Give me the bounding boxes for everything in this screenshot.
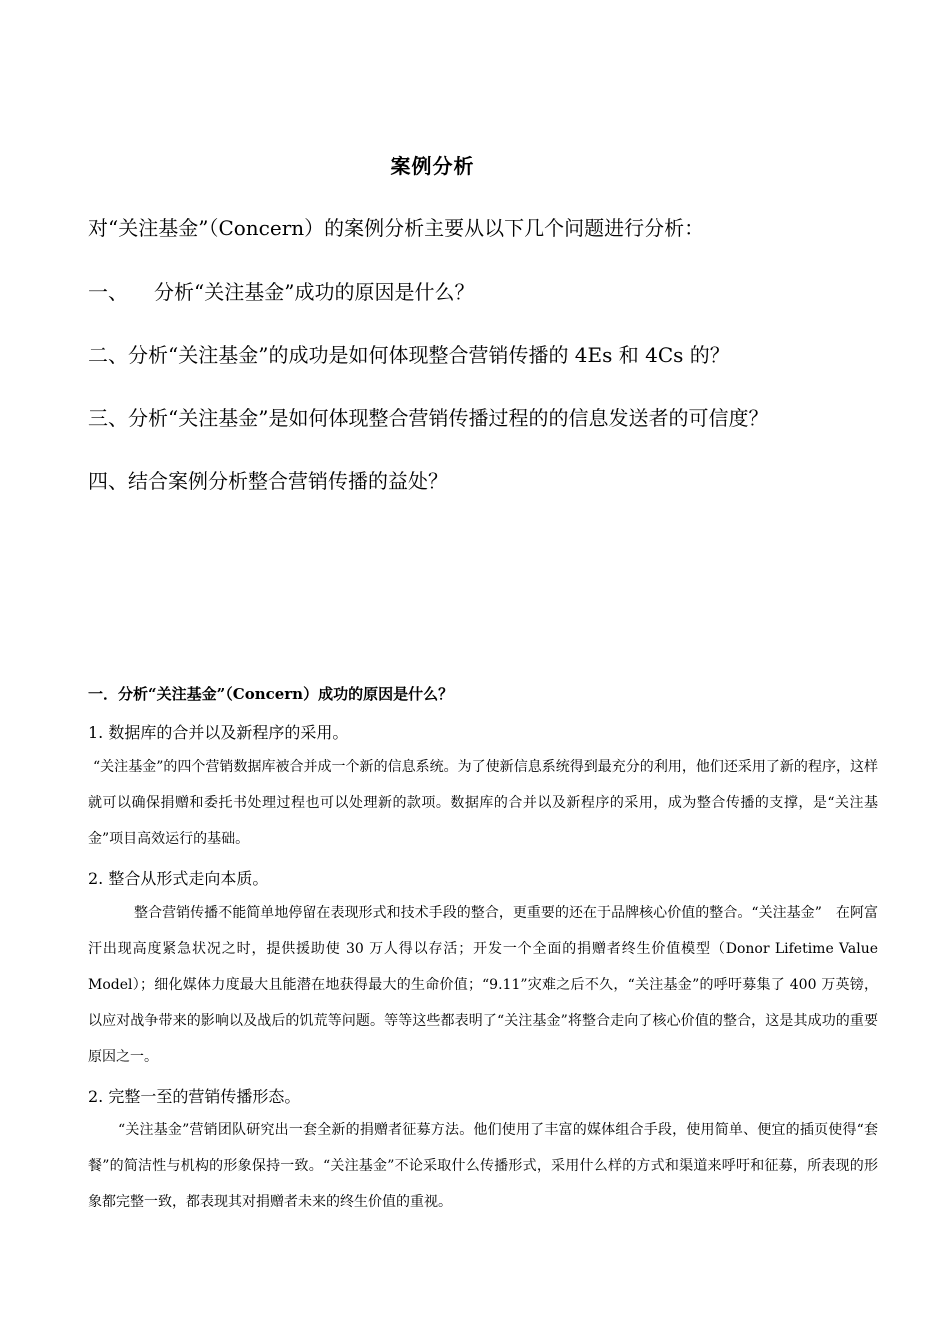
section-1-heading: 一．分析“关注基金”（Concern）成功的原因是什么？ (88, 685, 454, 703)
point-1-heading: 1. 数据库的合并以及新程序的采用。 (88, 723, 349, 742)
question-1 (88, 276, 474, 305)
question-1-number: 一、 (88, 280, 128, 304)
intro-paragraph: 对“关注基金”（Concern）的案例分析主要从以下几个问题进行分析： (88, 216, 705, 240)
question-1-text: 分析“关注基金”成功的原因是什么？ (154, 280, 475, 304)
point-2-heading: 2. 整合从形式走向本质。 (88, 869, 269, 888)
question-3: 三、分析“关注基金”是如何体现整合营销传播过程的的信息发送者的可信度？ (88, 406, 769, 430)
question-2: 二、分析“关注基金”的成功是如何体现整合营销传播的 4Es 和 4Cs 的？ (88, 343, 730, 367)
document-title: 案例分析 (390, 154, 475, 178)
point-1-body: “关注基金”的四个营销数据库被合并成一个新的信息系统。为了使新信息系统得到最充分的利用，他们还采用了新的程序，这样就可以确保捐赠和委托书处理过程也可以处理新的款项。数据库的合并以及新程序的采用，成为整合传播的支撑，是“关注基金”项目高效运行的基础。 (88, 759, 878, 847)
point-3-heading: 2. 完整一至的营销传播形态。 (88, 1087, 301, 1106)
point-3-body: “关注基金”营销团队研究出一套全新的捐赠者征募方法。他们使用了丰富的媒体组合手段，使用简单、便宜的插页使得“套餐”的简洁性与机构的形象保持一致。“关注基金”不论采取什么传播形式，采用什么样的方式和渠道来呼吁和征募，所表现的形象都完整一致，都表现其对捐赠者未来的终生价值的重视。 (88, 1122, 878, 1210)
point-2-body: 整合营销传播不能简单地停留在表现形式和技术手段的整合，更重要的还在于品牌核心价值的整合。“关注基金” 在阿富汗出现高度紧急状况之时，提供援助使 30 万人得以存活；开发一个全面的捐赠者终生价值模型（Donor Lifetime Value Model）；细化媒体力度最大且能潜在地获得最大的生命价值；“9.11”灾难之后不久，“关注基金”的呼吁募集了 400 万英镑，以应对战争带来的影响以及战后的饥荒等问题。等等这些都表明了“关注基金”将整合走向了核心价值的整合，这是其成功的重要原因之一。 (88, 905, 878, 1065)
question-4: 四、结合案例分析整合营销传播的益处？ (88, 469, 448, 493)
